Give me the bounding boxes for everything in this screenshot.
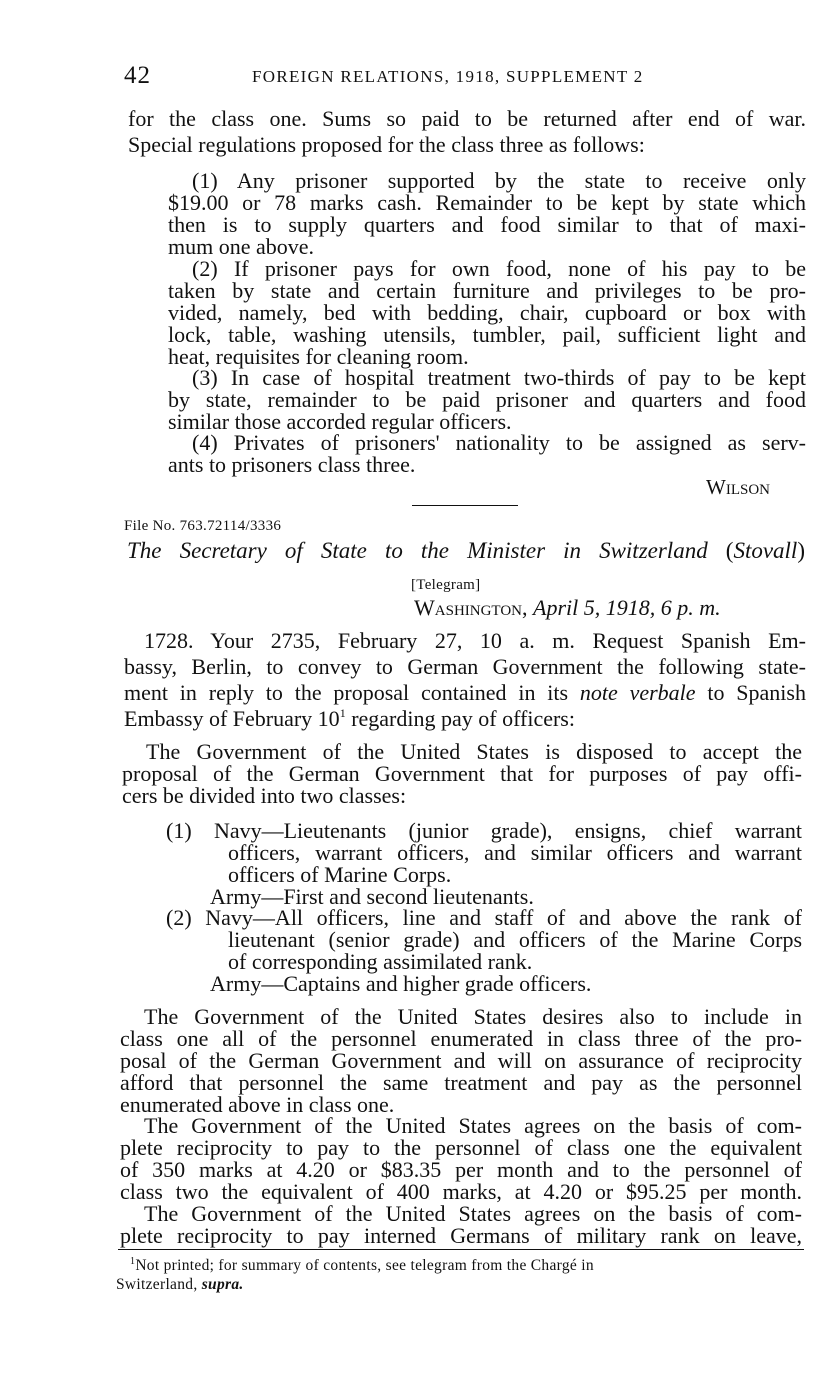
text-line: by state, remainder to be paid prisoner and quarters and food [168,387,806,412]
text-line: Special regulations proposed for the class three as follows: [128,132,645,157]
text-line: class one all of the personnel enumerated in class three of the pro- [120,1026,802,1051]
text-line: for the class one. Sums so paid to be returned after end of war. [128,106,806,131]
footnote-line: $^1$Not printed; for summary of contents, see telegram from the Chargé in [130,1256,594,1274]
text-line: taken by state and certain furniture and privileges to be pro- [168,278,806,303]
footnote-ref: 1 [339,706,346,720]
text-line: vided, namely, bed with bedding, chair, cupboard or box with [168,300,806,325]
text-line: then is to supply quarters and food similar to that of maxi- [168,212,806,237]
text-line: cers be divided into two classes: [122,783,407,808]
footnote-divider [118,1249,804,1250]
document-title: The Secretary of State to the Minister in Switzerland (Stovall) [127,538,805,563]
text-line: of 350 marks at 4.20 or $83.35 per month and to the personnel of [120,1157,802,1182]
section-divider [412,505,518,506]
text-line: plete reciprocity to pay to the personnel of class one the equivalent [120,1135,802,1160]
text-line: bassy, Berlin, to convey to German Government the following state- [124,654,806,679]
text-line: (2) If prisoner pays for own food, none of his pay to be [192,256,806,281]
text-line: Army—Captains and higher grade officers. [210,971,592,996]
text-line: lieutenant (senior grade) and officers of the Marine Corps [228,927,802,952]
text-line: of corresponding assimilated rank. [228,949,533,974]
page-header [124,62,764,92]
text-line: afford that personnel the same treatment and pay as the personnel [120,1070,802,1095]
text-line: ment in reply to the proposal contained in its note verbale to Spanish [124,680,806,705]
text-line: $19.00 or 78 marks cash. Remainder to be kept by state which [168,190,806,215]
file-number: File No. 763.72114/3336 [124,518,282,534]
title-text: The Secretary of State to the Minister in Switzerland [127,538,708,563]
text-line: mum one above. [168,234,315,259]
dateline-date: April 5, 1918, 6 p. m. [533,595,721,620]
text-line: officers of Marine Corps. [228,862,452,887]
text-line: Embassy of February $10^1$ regarding pay of officers: [124,706,575,731]
title-name: Stovall [733,538,798,563]
text-line: proposal of the German Government that for purposes of pay offi- [122,761,802,786]
text-line: Army—First and second lieutenants. [210,884,534,909]
signature: Wilson [706,475,770,499]
text-line: The Government of the United States desires also to include in [144,1004,802,1029]
dateline-place: Washington, [414,595,528,620]
document-type: [Telegram] [411,577,481,593]
text-line: (4) Privates of prisoners' nationality to be assigned as serv- [192,430,806,455]
text-line: heat, requisites for cleaning room. [168,344,469,369]
text-line: posal of the German Government and will on assurance of reciprocity [120,1048,802,1073]
text-line: plete reciprocity to pay interned Germans of military rank on leave, [120,1223,802,1248]
text-line: similar those accorded regular officers. [168,409,512,434]
text-line: The Government of the United States agrees on the basis of com- [144,1113,802,1138]
footnote-marker: 1 [130,1256,136,1267]
text-line: class two the equivalent of 400 marks, at 4.20 or $95.25 per month. [120,1179,802,1204]
running-title: FOREIGN RELATIONS, 1918, SUPPLEMENT 2 [252,67,644,86]
text-line: The Government of the United States agrees on the basis of com- [144,1201,802,1226]
text-line: lock, table, washing utensils, tumbler, pail, sufficient light and [168,322,806,347]
text-line: enumerated above in class one. [120,1092,395,1117]
text-line: 1728. Your 2735, February 27, 10 a. m. Request Spanish Em- [144,628,806,653]
text-line: (1) Any prisoner supported by the state to receive only [192,168,806,193]
text-line: ants to prisoners class three. [168,452,416,477]
page-number: 42 [124,62,151,89]
text-line: (3) In case of hospital treatment two-thirds of pay to be kept [192,365,806,390]
dateline [414,597,721,619]
text-line: The Government of the United States is disposed to accept the [146,739,802,764]
footnote-line: Switzerland, supra. [116,1276,244,1293]
text-line: officers, warrant officers, and similar officers and warrant [228,840,802,865]
text-line: (1) Navy—Lieutenants (junior grade), ensigns, chief warrant [166,818,802,843]
text-line: (2) Navy—All officers, line and staff of and above the rank of [166,905,802,930]
